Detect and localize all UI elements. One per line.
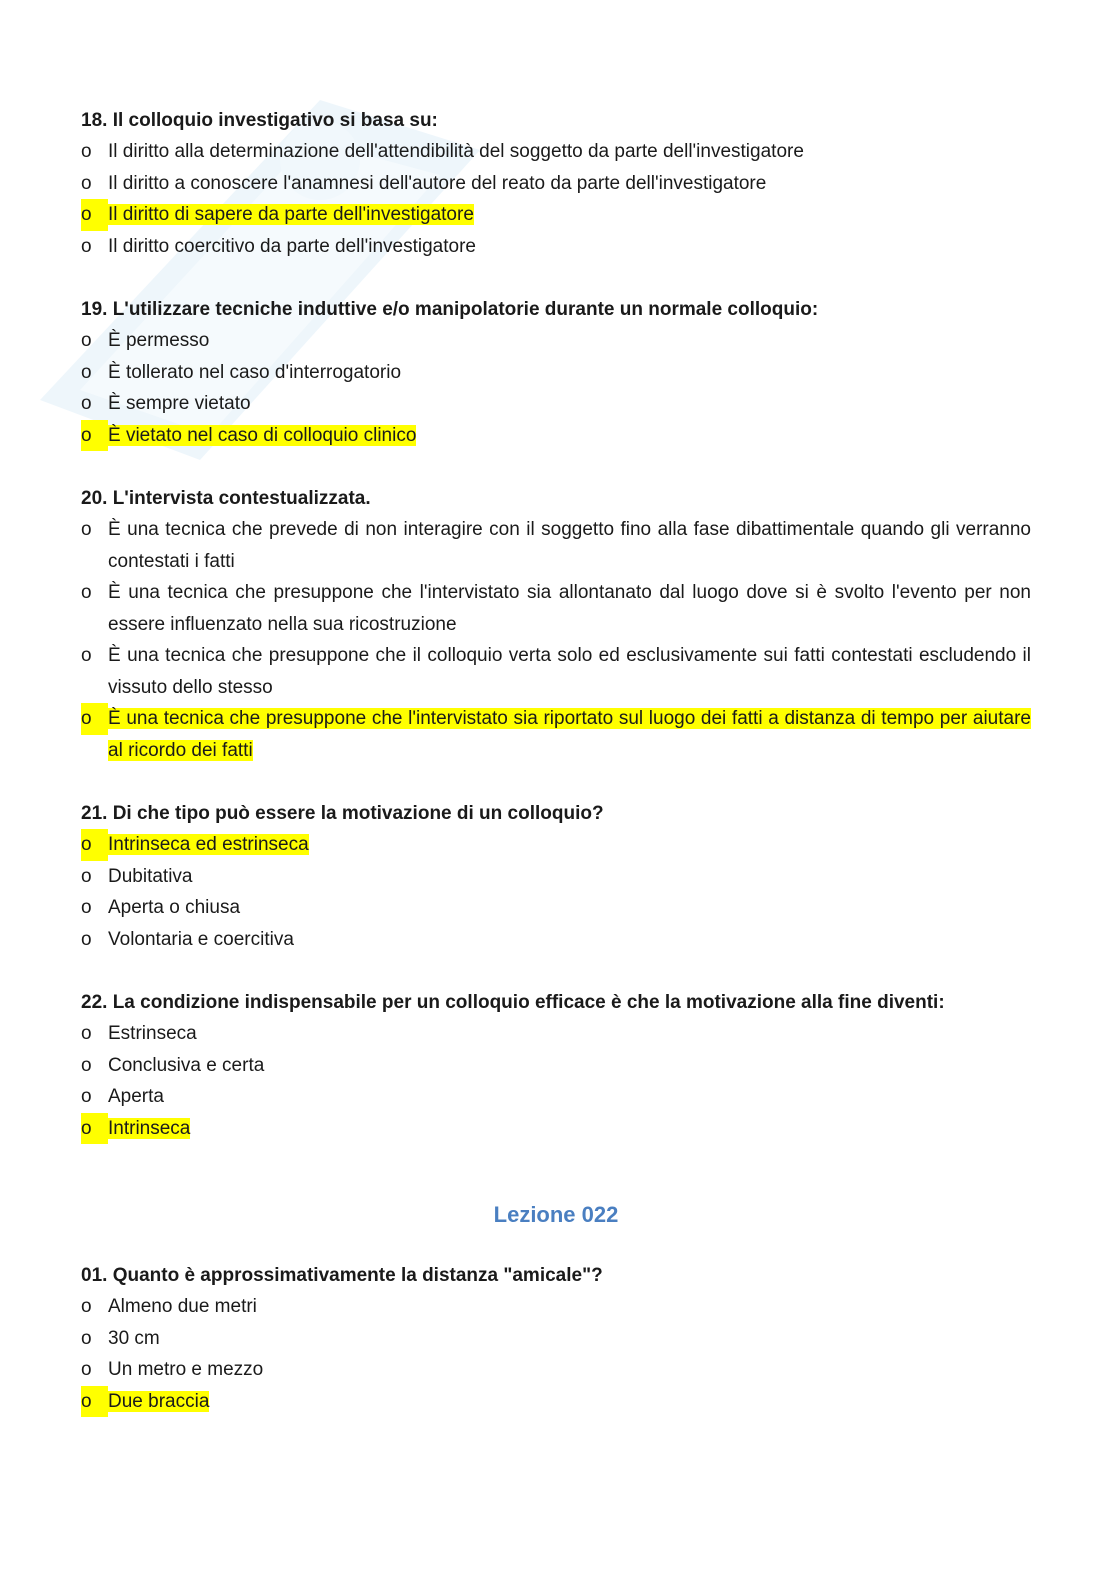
circle-bullet-icon: o xyxy=(81,1086,92,1107)
answer-options xyxy=(81,514,1031,766)
lesson-heading: Lezione 022 xyxy=(493,1202,619,1227)
answer-option-text: È vietato nel caso di colloquio clinico xyxy=(108,424,417,446)
answer-option-text: È tollerato nel caso d'interrogatorio xyxy=(108,361,402,383)
answer-option xyxy=(81,357,1031,389)
answer-option xyxy=(81,168,1031,200)
answer-option xyxy=(81,892,1031,924)
circle-bullet-icon: o xyxy=(81,420,108,452)
answer-option xyxy=(81,640,1031,703)
answer-option-text: 30 cm xyxy=(108,1327,160,1349)
answer-option xyxy=(81,924,1031,956)
circle-bullet-icon: o xyxy=(81,1327,92,1349)
circle-bullet-icon: o xyxy=(81,361,92,383)
answer-option-text: Un metro e mezzo xyxy=(108,1359,264,1380)
answer-option xyxy=(81,388,1031,420)
question-block xyxy=(81,1260,1031,1417)
answer-option-text: Dubitativa xyxy=(108,865,193,887)
answer-option xyxy=(81,1354,1031,1386)
answer-option-text: È sempre vietato xyxy=(108,393,251,414)
answer-option xyxy=(81,1018,1031,1050)
answer-option-text: Aperta xyxy=(108,1086,164,1107)
answer-options xyxy=(81,325,1031,451)
answer-option xyxy=(81,1081,1031,1113)
question-block xyxy=(81,483,1031,766)
question-title: 21. Di che tipo può essere la motivazione di un colloquio? xyxy=(81,803,604,824)
circle-bullet-icon: o xyxy=(81,928,92,950)
answer-option-correct xyxy=(81,1113,1031,1145)
answer-option-text: Intrinseca xyxy=(108,1117,191,1139)
circle-bullet-icon: o xyxy=(81,1054,92,1076)
circle-bullet-icon: o xyxy=(81,1113,108,1145)
question-block xyxy=(81,987,1031,1144)
answer-options xyxy=(81,1018,1031,1144)
circle-bullet-icon: o xyxy=(81,829,108,861)
answer-option xyxy=(81,1050,1031,1082)
answer-option-text: Il diritto a conoscere l'anamnesi dell'autore del reato da parte dell'investigatore xyxy=(108,172,767,194)
answer-option-correct xyxy=(81,420,1031,452)
circle-bullet-icon: o xyxy=(81,865,92,887)
question-title: 19. L'utilizzare tecniche induttive e/o manipolatorie durante un normale colloquio: xyxy=(81,299,819,320)
answer-option xyxy=(81,1291,1031,1323)
circle-bullet-icon: o xyxy=(81,519,92,540)
answer-option-text: Conclusiva e certa xyxy=(108,1054,265,1076)
answer-option-text: È una tecnica che presuppone che l'intervistato sia riportato sul luogo dei fatti a distanza di tempo per aiutare al ricordo dei fatti xyxy=(108,708,1031,761)
answer-option-correct xyxy=(81,829,1031,861)
question-block xyxy=(81,105,1031,262)
question-title: 22. La condizione indispensabile per un colloquio efficace è che la motivazione alla fine diventi: xyxy=(81,992,945,1013)
circle-bullet-icon: o xyxy=(81,582,92,603)
answer-options xyxy=(81,1291,1031,1417)
answer-option-text: È una tecnica che presuppone che l'intervistato sia allontanato dal luogo dove si è svolto l'evento per non essere influenzato nella sua ricostruzione xyxy=(108,582,1031,635)
document-page xyxy=(81,105,1031,1449)
answer-option-text: Aperta o chiusa xyxy=(108,897,241,918)
question-title: 18. Il colloquio investigativo si basa su: xyxy=(81,110,438,131)
answer-option-text: Due braccia xyxy=(108,1390,210,1412)
circle-bullet-icon: o xyxy=(81,1296,92,1317)
answer-option-text: Il diritto alla determinazione dell'attendibilità del soggetto da parte dell'investigatore xyxy=(108,141,804,162)
answer-option xyxy=(81,231,1031,263)
circle-bullet-icon: o xyxy=(81,897,92,918)
answer-options xyxy=(81,136,1031,262)
answer-option-correct xyxy=(81,703,1031,766)
answer-option xyxy=(81,1323,1031,1355)
circle-bullet-icon: o xyxy=(81,172,92,194)
answer-option-text: È permesso xyxy=(108,330,210,351)
answer-option-text: È una tecnica che prevede di non interagire con il soggetto fino alla fase dibattimentale quando gli verranno contestati i fatti xyxy=(108,519,1031,572)
question-block xyxy=(81,798,1031,955)
circle-bullet-icon: o xyxy=(81,1023,92,1044)
answer-option-correct xyxy=(81,199,1031,231)
answer-option-text: Almeno due metri xyxy=(108,1296,257,1317)
answer-options xyxy=(81,829,1031,955)
circle-bullet-icon: o xyxy=(81,330,92,351)
circle-bullet-icon: o xyxy=(81,199,108,231)
answer-option xyxy=(81,325,1031,357)
answer-option xyxy=(81,861,1031,893)
circle-bullet-icon: o xyxy=(81,1359,92,1380)
answer-option-correct xyxy=(81,1386,1031,1418)
circle-bullet-icon: o xyxy=(81,141,92,162)
answer-option-text: Intrinseca ed estrinseca xyxy=(108,834,309,855)
answer-option xyxy=(81,514,1031,577)
circle-bullet-icon: o xyxy=(81,645,92,666)
question-group-a xyxy=(81,105,1031,1144)
circle-bullet-icon: o xyxy=(81,393,92,414)
question-title: 20. L'intervista contestualizzata. xyxy=(81,488,371,509)
answer-option-text: Il diritto di sapere da parte dell'investigatore xyxy=(108,204,474,225)
circle-bullet-icon: o xyxy=(81,235,92,257)
circle-bullet-icon: o xyxy=(81,1386,108,1418)
circle-bullet-icon: o xyxy=(81,703,108,735)
answer-option xyxy=(81,136,1031,168)
question-group-b xyxy=(81,1260,1031,1417)
question-title: 01. Quanto è approssimativamente la distanza "amicale"? xyxy=(81,1265,603,1286)
answer-option-text: È una tecnica che presuppone che il colloquio verta solo ed esclusivamente sui fatti contestati escludendo il vissuto dello stesso xyxy=(108,645,1031,698)
answer-option-text: Estrinseca xyxy=(108,1023,197,1044)
answer-option-text: Volontaria e coercitiva xyxy=(108,928,294,950)
question-block xyxy=(81,294,1031,451)
answer-option xyxy=(81,577,1031,640)
answer-option-text: Il diritto coercitivo da parte dell'investigatore xyxy=(108,235,476,257)
